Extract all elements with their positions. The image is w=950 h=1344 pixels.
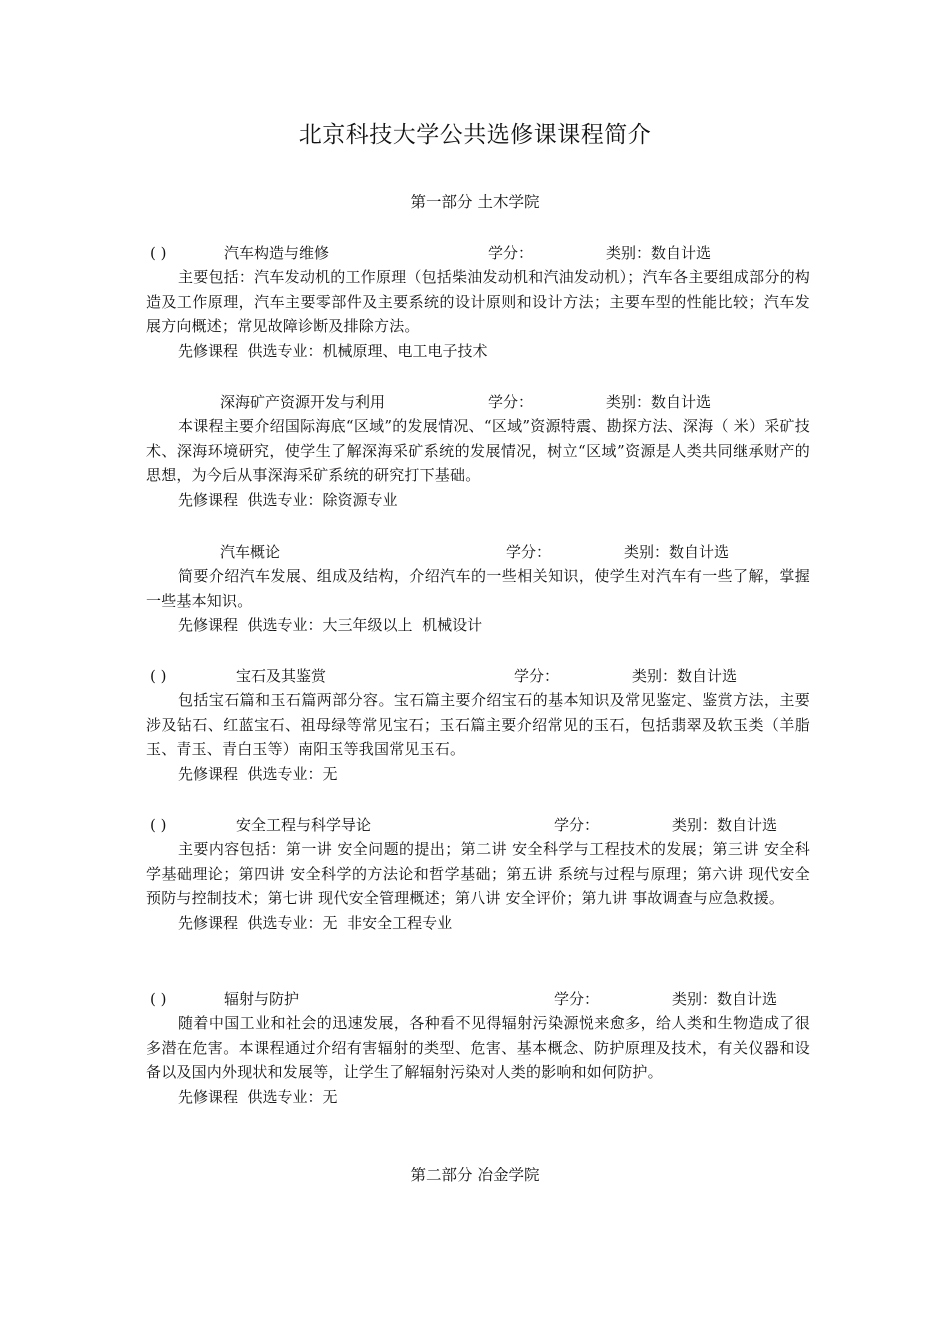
course-entry [146, 664, 810, 786]
course-credit: 学分： [554, 990, 600, 1008]
course-header [146, 664, 810, 688]
course-prerequisite: 先修课程 供选专业：无 [178, 764, 338, 783]
course-description: 本课程主要介绍国际海底“区域”的发展情况、“区域”资源特震、勘探方法、深海（ 米）采矿技术、深海环境研究，使学生了解深海采矿系统的发展情况，树立“区域”资源是人类共同继承财产的思想，为今后从事深海采矿系统的研究打下基础。 [146, 417, 810, 484]
course-description: 简要介绍汽车发展、组成及结构，介绍汽车的一些相关知识，使学生对汽车有一些了解，掌握一些基本知识。 [146, 567, 810, 610]
course-category: 类别：数自计选 [632, 667, 738, 685]
course-description: 主要内容包括：第一讲 安全问题的提出；第二讲 安全科学与工程技术的发展；第三讲 安全科学基础理论；第四讲 安全科学的方法论和哲学基础；第五讲 系统与过程与原理；第六讲 现代安全预防与控制技术；第七讲 现代安全管理概述；第八讲 安全评价；第九讲 事故调查与应急救援。 [146, 840, 810, 907]
course-credit: 学分： [506, 543, 552, 561]
course-name: 深海矿产资源开发与利用 [220, 393, 386, 411]
course-category: 类别：数自计选 [606, 393, 712, 411]
part-heading-1: 第一部分 土木学院 [410, 193, 540, 211]
course-header [146, 540, 810, 564]
course-prerequisite: 先修课程 供选专业：无 [178, 1087, 338, 1106]
part-heading-2: 第二部分 冶金学院 [410, 1166, 540, 1184]
course-credit: 学分： [514, 667, 560, 685]
course-header [146, 390, 810, 414]
course-description: 包括宝石篇和玉石篇两部分容。宝石篇主要介绍宝石的基本知识及常见鉴定、鉴赏方法，主要涉及钻石、红蓝宝石、祖母绿等常见宝石；玉石篇主要介绍常见的玉石，包括翡翠及软玉类（羊脂玉、青玉、青白玉等）南阳玉等我国常见玉石。 [146, 691, 810, 758]
course-entry [146, 813, 810, 935]
course-credit: 学分： [488, 393, 534, 411]
course-name: 宝石及其鉴赏 [236, 667, 327, 685]
course-credit: 学分： [554, 816, 600, 834]
course-entry [146, 540, 810, 638]
course-header [146, 987, 810, 1011]
document-title: 北京科技大学公共选修课课程简介 [298, 122, 652, 148]
course-category: 类别：数自计选 [606, 244, 712, 262]
course-prerequisite: 先修课程 供选专业：除资源专业 [178, 490, 398, 509]
course-name: 辐射与防护 [224, 990, 300, 1008]
course-header [146, 241, 810, 265]
course-credit: 学分： [488, 244, 534, 262]
course-description: 主要包括：汽车发动机的工作原理（包括柴油发动机和汽油发动机）；汽车各主要组成部分的构造及工作原理，汽车主要零部件及主要系统的设计原则和设计方法；主要车型的性能比较；汽车发展方向概述；常见故障诊断及排除方法。 [146, 268, 810, 335]
course-prerequisite: 先修课程 供选专业：大三年级以上 机械设计 [178, 616, 483, 634]
course-prerequisite: 先修课程 供选专业：机械原理、电工电子技术 [178, 341, 488, 360]
course-prefix: ( ) [150, 816, 167, 834]
course-name: 安全工程与科学导论 [236, 816, 372, 834]
course-header [146, 813, 810, 837]
course-prerequisite: 先修课程 供选专业：无 非安全工程专业 [178, 913, 453, 932]
course-prefix: ( ) [150, 667, 167, 685]
course-prefix: ( ) [150, 990, 167, 1008]
course-name: 汽车构造与维修 [224, 244, 330, 262]
course-category: 类别：数自计选 [672, 816, 778, 834]
course-prefix: ( ) [150, 244, 167, 262]
course-category: 类别：数自计选 [624, 543, 730, 561]
course-entry [146, 241, 810, 363]
course-description: 随着中国工业和社会的迅速发展，各种看不见得辐射污染源悦来愈多，给人类和生物造成了很多潜在危害。本课程通过介绍有害辐射的类型、危害、基本概念、防护原理及技术，有关仪器和设备以及国内外现状和发展等，让学生了解辐射污染对人类的影响和如何防护。 [146, 1014, 810, 1081]
course-category: 类别：数自计选 [672, 990, 778, 1008]
course-entry [146, 390, 810, 512]
course-entry [146, 987, 810, 1109]
course-name: 汽车概论 [220, 543, 281, 561]
